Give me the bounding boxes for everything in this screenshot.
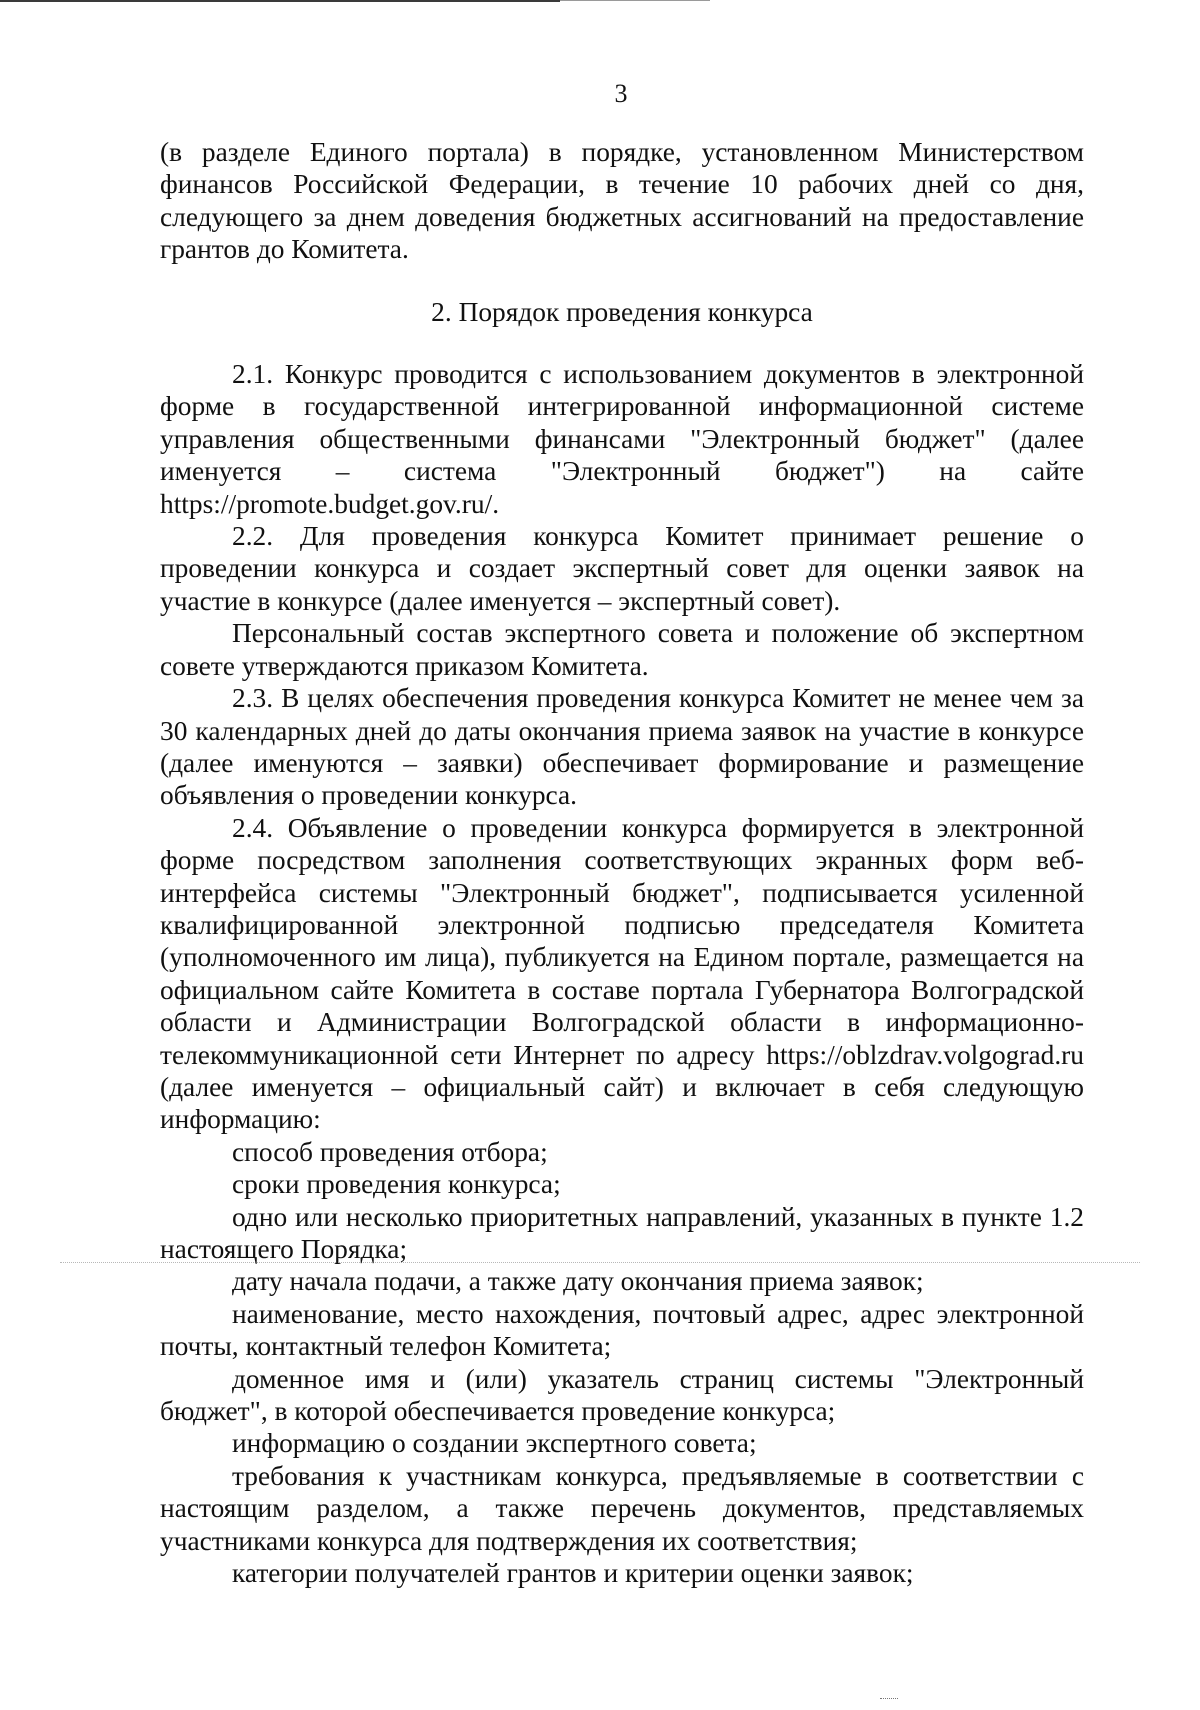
- list-item: категории получателей грантов и критерии оценки заявок;: [232, 1558, 914, 1589]
- list-item: требования к участникам конкурса, предъявляемые в соответствии с настоящим разделом, а также перечень документов, представляемых участниками конкурса для подтверждения их соответствия;: [160, 1460, 1084, 1556]
- scan-edge-line: [560, 0, 710, 1]
- paragraph: 2.2. Для проведения конкурса Комитет принимает решение о проведении конкурса и создает экспертный совет для оценки заявок на участие в конкурсе (далее именуется – экспертный совет).: [160, 521, 1084, 616]
- paragraph: 2.4. Объявление о проведении конкурса формируется в электронной форме посредством заполнения соответствующих экранных форм веб-интерфейса системы "Электронный бюджет", подписывается усиленной квалифицированной электронной подписью председателя Комитета (уполномоченного им лица), публикуется на Едином портале, размещается на официальном сайте Комитета в составе портала Губернатора Волгоградской области и Администрации Волгоградской области в информационно-телекоммуникационной сети Интернет по адресу https://oblzdrav.volgograd.ru (далее именуется – официальный сайт) и включает в себя следующую информацию:: [160, 812, 1084, 1135]
- list-item: дату начала подачи, а также дату окончания приема заявок;: [232, 1266, 924, 1297]
- list-item: одно или несколько приоритетных направлений, указанных в пункте 1.2 настоящего Порядка;: [160, 1201, 1084, 1264]
- paragraph: 2.3. В целях обеспечения проведения конкурса Комитет не менее чем за 30 календарных дней до даты окончания приема заявок на участие в конкурсе (далее именуются – заявки) обеспечивает формирование и размещение объявления о проведении конкурса.: [160, 683, 1084, 811]
- list-item: информацию о создании экспертного совета;: [232, 1428, 757, 1459]
- scan-artifact: [880, 1698, 898, 1702]
- paragraph: Персональный состав экспертного совета и положение об экспертном совете утверждаются приказом Комитета.: [160, 618, 1084, 681]
- list-item: наименование, место нахождения, почтовый адрес, адрес электронной почты, контактный телефон Комитета;: [160, 1298, 1084, 1362]
- paragraph: 2.1. Конкурс проводится с использованием документов в электронной форме в государственной интегрированной информационной системе управления общественными финансами "Электронный бюджет" (далее именуется – система "Электронный бюджет") на сайте https://promote.budget.gov.ru/.: [160, 359, 1084, 519]
- paragraph: (в разделе Единого портала) в порядке, установленном Министерством финансов Российской Федерации, в течение 10 рабочих дней со дня, следующего за днем доведения бюджетных ассигнований на предоставление грантов до Комитета.: [160, 137, 1084, 265]
- list-item: доменное имя и (или) указатель страниц системы "Электронный бюджет", в которой обеспечивается проведение конкурса;: [160, 1363, 1084, 1427]
- page-number: 3: [614, 79, 628, 108]
- scan-edge-line: [0, 0, 560, 2]
- list-item: сроки проведения конкурса;: [232, 1169, 561, 1200]
- document-body: [160, 136, 1084, 1589]
- section-heading: 2. Порядок проведения конкурса: [431, 296, 813, 327]
- list-item: способ проведения отбора;: [232, 1136, 548, 1167]
